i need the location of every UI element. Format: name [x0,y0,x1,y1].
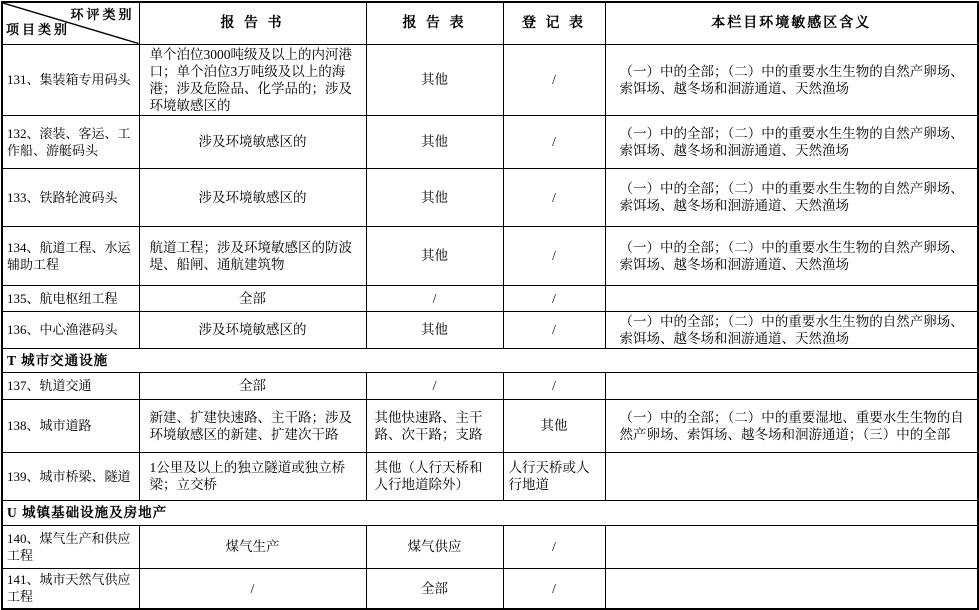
cell-sensitive-area-meaning: （一）中的全部；（二）中的重要水生生物的自然产卵场、索饵场、越冬场和洄游通道、天然渔场 [605,115,978,168]
cell-sensitive-area-meaning [605,525,978,568]
table-row [2,372,978,399]
table-row [2,44,978,115]
cell-registry-form: / [503,372,605,399]
cell-report-form: 其他 [366,115,503,168]
cell-report-book: / [139,568,366,609]
cell-report-form: / [366,285,503,311]
column-header-registry-form: 登 记 表 [503,2,605,44]
cell-report-book: 航道工程；涉及环境敏感区的防波堤、船闸、通航建筑物 [139,226,366,285]
cell-registry-form: / [503,525,605,568]
cell-report-book: 涉及环境敏感区的 [139,168,366,226]
cell-report-form: 煤气供应 [366,525,503,568]
cell-sensitive-area-meaning [605,452,978,500]
corner-header-cell [2,2,139,44]
cell-project-category: 136、中心渔港码头 [2,311,139,348]
table-body [2,44,978,609]
cell-sensitive-area-meaning [605,372,978,399]
table-row [2,115,978,168]
corner-label-eia-category: 环评类别 [70,7,135,22]
cell-report-form: 其他 [366,226,503,285]
cell-project-category: 133、铁路轮渡码头 [2,168,139,226]
cell-report-book: 新建、扩建快速路、主干路；涉及环境敏感区的新建、扩建次干路 [139,399,366,452]
cell-report-form: 全部 [366,568,503,609]
cell-report-book: 单个泊位3000吨级及以上的内河港口；单个泊位3万吨级及以上的海港；涉及危险品、化学品的；涉及环境敏感区的 [139,44,366,115]
section-row [2,500,978,525]
cell-sensitive-area-meaning [605,568,978,609]
cell-sensitive-area-meaning [605,285,978,311]
cell-report-book: 涉及环境敏感区的 [139,115,366,168]
corner-label-project-category: 项目类别 [6,21,71,37]
cell-registry-form: / [503,168,605,226]
cell-sensitive-area-meaning: （一）中的全部；（二）中的重要湿地、重要水生生物的自然产卵场、索饵场、越冬场和洄游通道；（三）中的全部 [605,399,978,452]
cell-project-category: 139、城市桥梁、隧道 [2,452,139,500]
cell-registry-form: / [503,311,605,348]
cell-sensitive-area-meaning: （一）中的全部；（二）中的重要水生生物的自然产卵场、索饵场、越冬场和洄游通道、天然渔场 [605,44,978,115]
cell-registry-form: / [503,226,605,285]
column-header-report-book: 报 告 书 [139,2,366,44]
cell-project-category: 135、航电枢纽工程 [2,285,139,311]
table-row [2,311,978,348]
cell-report-book: 全部 [139,285,366,311]
section-row [2,348,978,372]
eia-classification-table [1,1,979,610]
cell-report-book: 涉及环境敏感区的 [139,311,366,348]
cell-project-category: 138、城市道路 [2,399,139,452]
cell-report-form: 其他快速路、主干路、次干路；支路 [366,399,503,452]
cell-report-form: / [366,372,503,399]
cell-registry-form: 人行天桥或人行地道 [503,452,605,500]
cell-project-category: 134、航道工程、水运辅助工程 [2,226,139,285]
cell-report-form: 其他 [366,44,503,115]
cell-registry-form: / [503,285,605,311]
table-row [2,568,978,609]
cell-project-category: 140、煤气生产和供应工程 [2,525,139,568]
header-row [2,2,978,44]
column-header-sensitive-area-meaning: 本栏目环境敏感区含义 [605,2,978,44]
cell-report-form: 其他（人行天桥和人行地道除外） [366,452,503,500]
table-row [2,285,978,311]
cell-registry-form: 其他 [503,399,605,452]
cell-project-category: 141、城市天然气供应工程 [2,568,139,609]
cell-report-book: 全部 [139,372,366,399]
cell-report-form: 其他 [366,168,503,226]
cell-sensitive-area-meaning: （一）中的全部；（二）中的重要水生生物的自然产卵场、索饵场、越冬场和洄游通道、天然渔场 [605,226,978,285]
table-row [2,226,978,285]
cell-sensitive-area-meaning: （一）中的全部；（二）中的重要水生生物的自然产卵场、索饵场、越冬场和洄游通道、天然渔场 [605,168,978,226]
section-label: U 城镇基础设施及房地产 [2,500,978,525]
cell-project-category: 137、轨道交通 [2,372,139,399]
cell-project-category: 131、集装箱专用码头 [2,44,139,115]
table-row [2,399,978,452]
table-row [2,168,978,226]
cell-project-category: 132、滚装、客运、工作船、游艇码头 [2,115,139,168]
column-header-report-form: 报 告 表 [366,2,503,44]
table-row [2,452,978,500]
table-row [2,525,978,568]
cell-registry-form: / [503,44,605,115]
section-label: T 城市交通设施 [2,348,978,372]
cell-report-book: 煤气生产 [139,525,366,568]
cell-registry-form: / [503,115,605,168]
cell-sensitive-area-meaning: （一）中的全部；（二）中的重要水生生物的自然产卵场、索饵场、越冬场和洄游通道、天然渔场 [605,311,978,348]
cell-registry-form: / [503,568,605,609]
cell-report-form: 其他 [366,311,503,348]
cell-report-book: 1公里及以上的独立隧道或独立桥梁；立交桥 [139,452,366,500]
